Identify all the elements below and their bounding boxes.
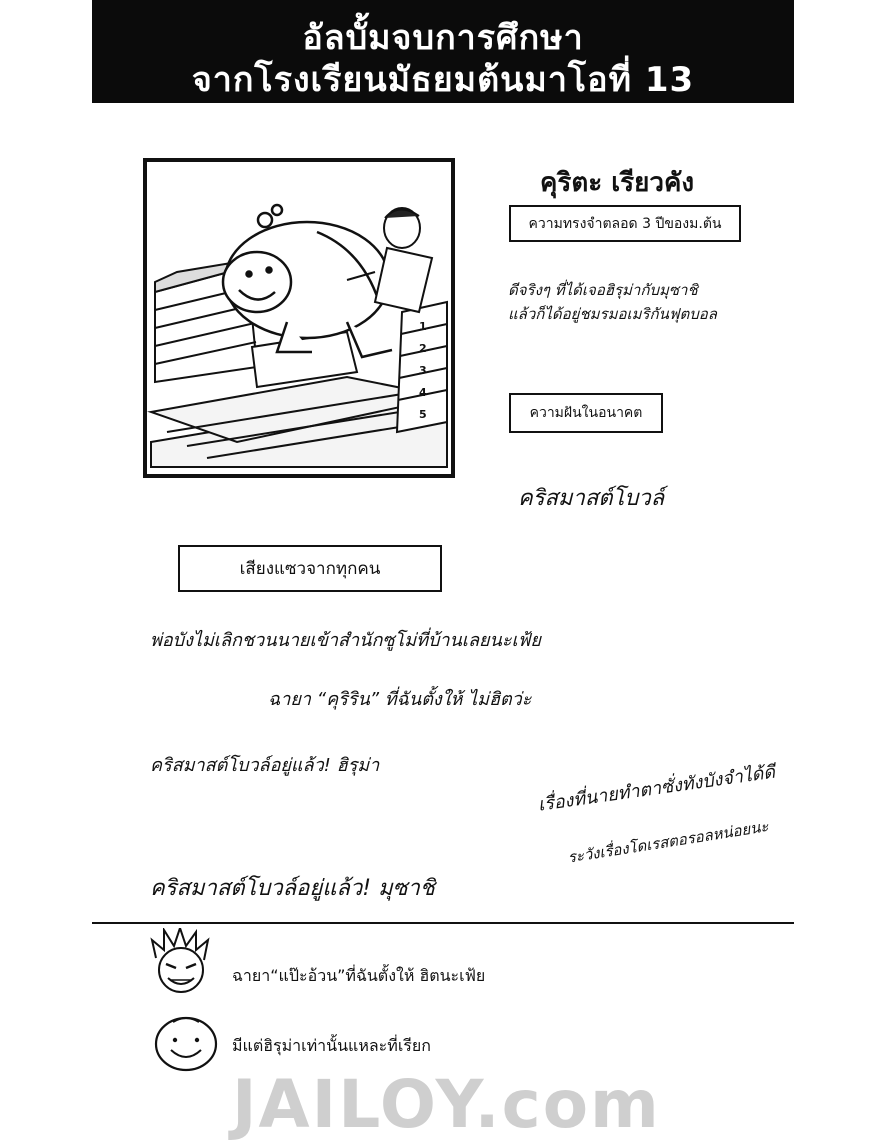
dream-label: ความฝันในอนาคต bbox=[529, 405, 643, 421]
header-title-line1: อัลบั้มจบการศึกษา bbox=[302, 18, 584, 58]
message-5: ระวังเรื่องโดเรสตอรอลหน่อยนะ bbox=[566, 817, 770, 867]
message-4: เรื่องที่นายทำตาซั่งทังบังจำได้ดี bbox=[536, 761, 777, 816]
footer-note-2: มีแต่ฮิรุม่าเท่านั้นแหละที่เรียก bbox=[232, 1036, 431, 1055]
message-3: คริสมาสต์โบวล์อยู่แล้ว! ฮิรุม่า bbox=[150, 755, 380, 776]
dream-label-box bbox=[509, 393, 663, 433]
spiky-hair-face-icon bbox=[150, 928, 212, 1000]
memory-label: ความทรงจำตลอด 3 ปีของม.ต้น bbox=[528, 215, 722, 232]
footer-note-1: ฉายา“แป๊ะอ้วน”ที่ฉันตั้งให้ ฮิตนะเฟ้ย bbox=[232, 966, 486, 985]
vault-number: 1 bbox=[419, 320, 427, 333]
voices-label: เสียงแซวจากทุกคน bbox=[239, 559, 381, 579]
message-2: ฉายา “คุริริน” ที่ฉันตั้งให้ ไม่ฮิตว่ะ bbox=[268, 689, 532, 710]
manga-panel bbox=[143, 158, 455, 478]
message-1: พ่อบังไม่เลิกชวนนายเข้าสำนักซูโม่ที่บ้านเลยนะเฟ้ย bbox=[150, 630, 541, 651]
message-6: คริสมาสต์โบวล์อยู่แล้ว! มุซาชิ bbox=[150, 876, 435, 901]
header-title-line2: จากโรงเรียนมัธยมต้นมาโอที่ 13 bbox=[191, 60, 695, 100]
vault-number: 2 bbox=[419, 342, 427, 355]
memory-text-line1: ดีจริงๆ ที่ได้เจอฮิรุม่ากับมุซาชิ bbox=[508, 281, 698, 299]
memory-text bbox=[508, 278, 717, 326]
voices-label-box bbox=[178, 545, 442, 592]
header-band bbox=[92, 0, 794, 103]
section-divider bbox=[92, 922, 794, 924]
round-face-icon bbox=[153, 1012, 219, 1076]
vault-number: 3 bbox=[419, 364, 427, 377]
panel-illustration bbox=[147, 162, 451, 474]
vault-number: 5 bbox=[419, 408, 427, 421]
memory-label-box bbox=[509, 205, 741, 242]
student-name: คุริตะ เรียวคัง bbox=[540, 168, 695, 198]
watermark: JAILOY.com bbox=[232, 1066, 661, 1143]
vault-number: 4 bbox=[419, 386, 427, 399]
dream-text: คริสมาสต์โบวล์ bbox=[518, 486, 665, 511]
memory-text-line2: แล้วก็ได้อยู่ชมรมอเมริกันฟุตบอล bbox=[508, 305, 717, 323]
